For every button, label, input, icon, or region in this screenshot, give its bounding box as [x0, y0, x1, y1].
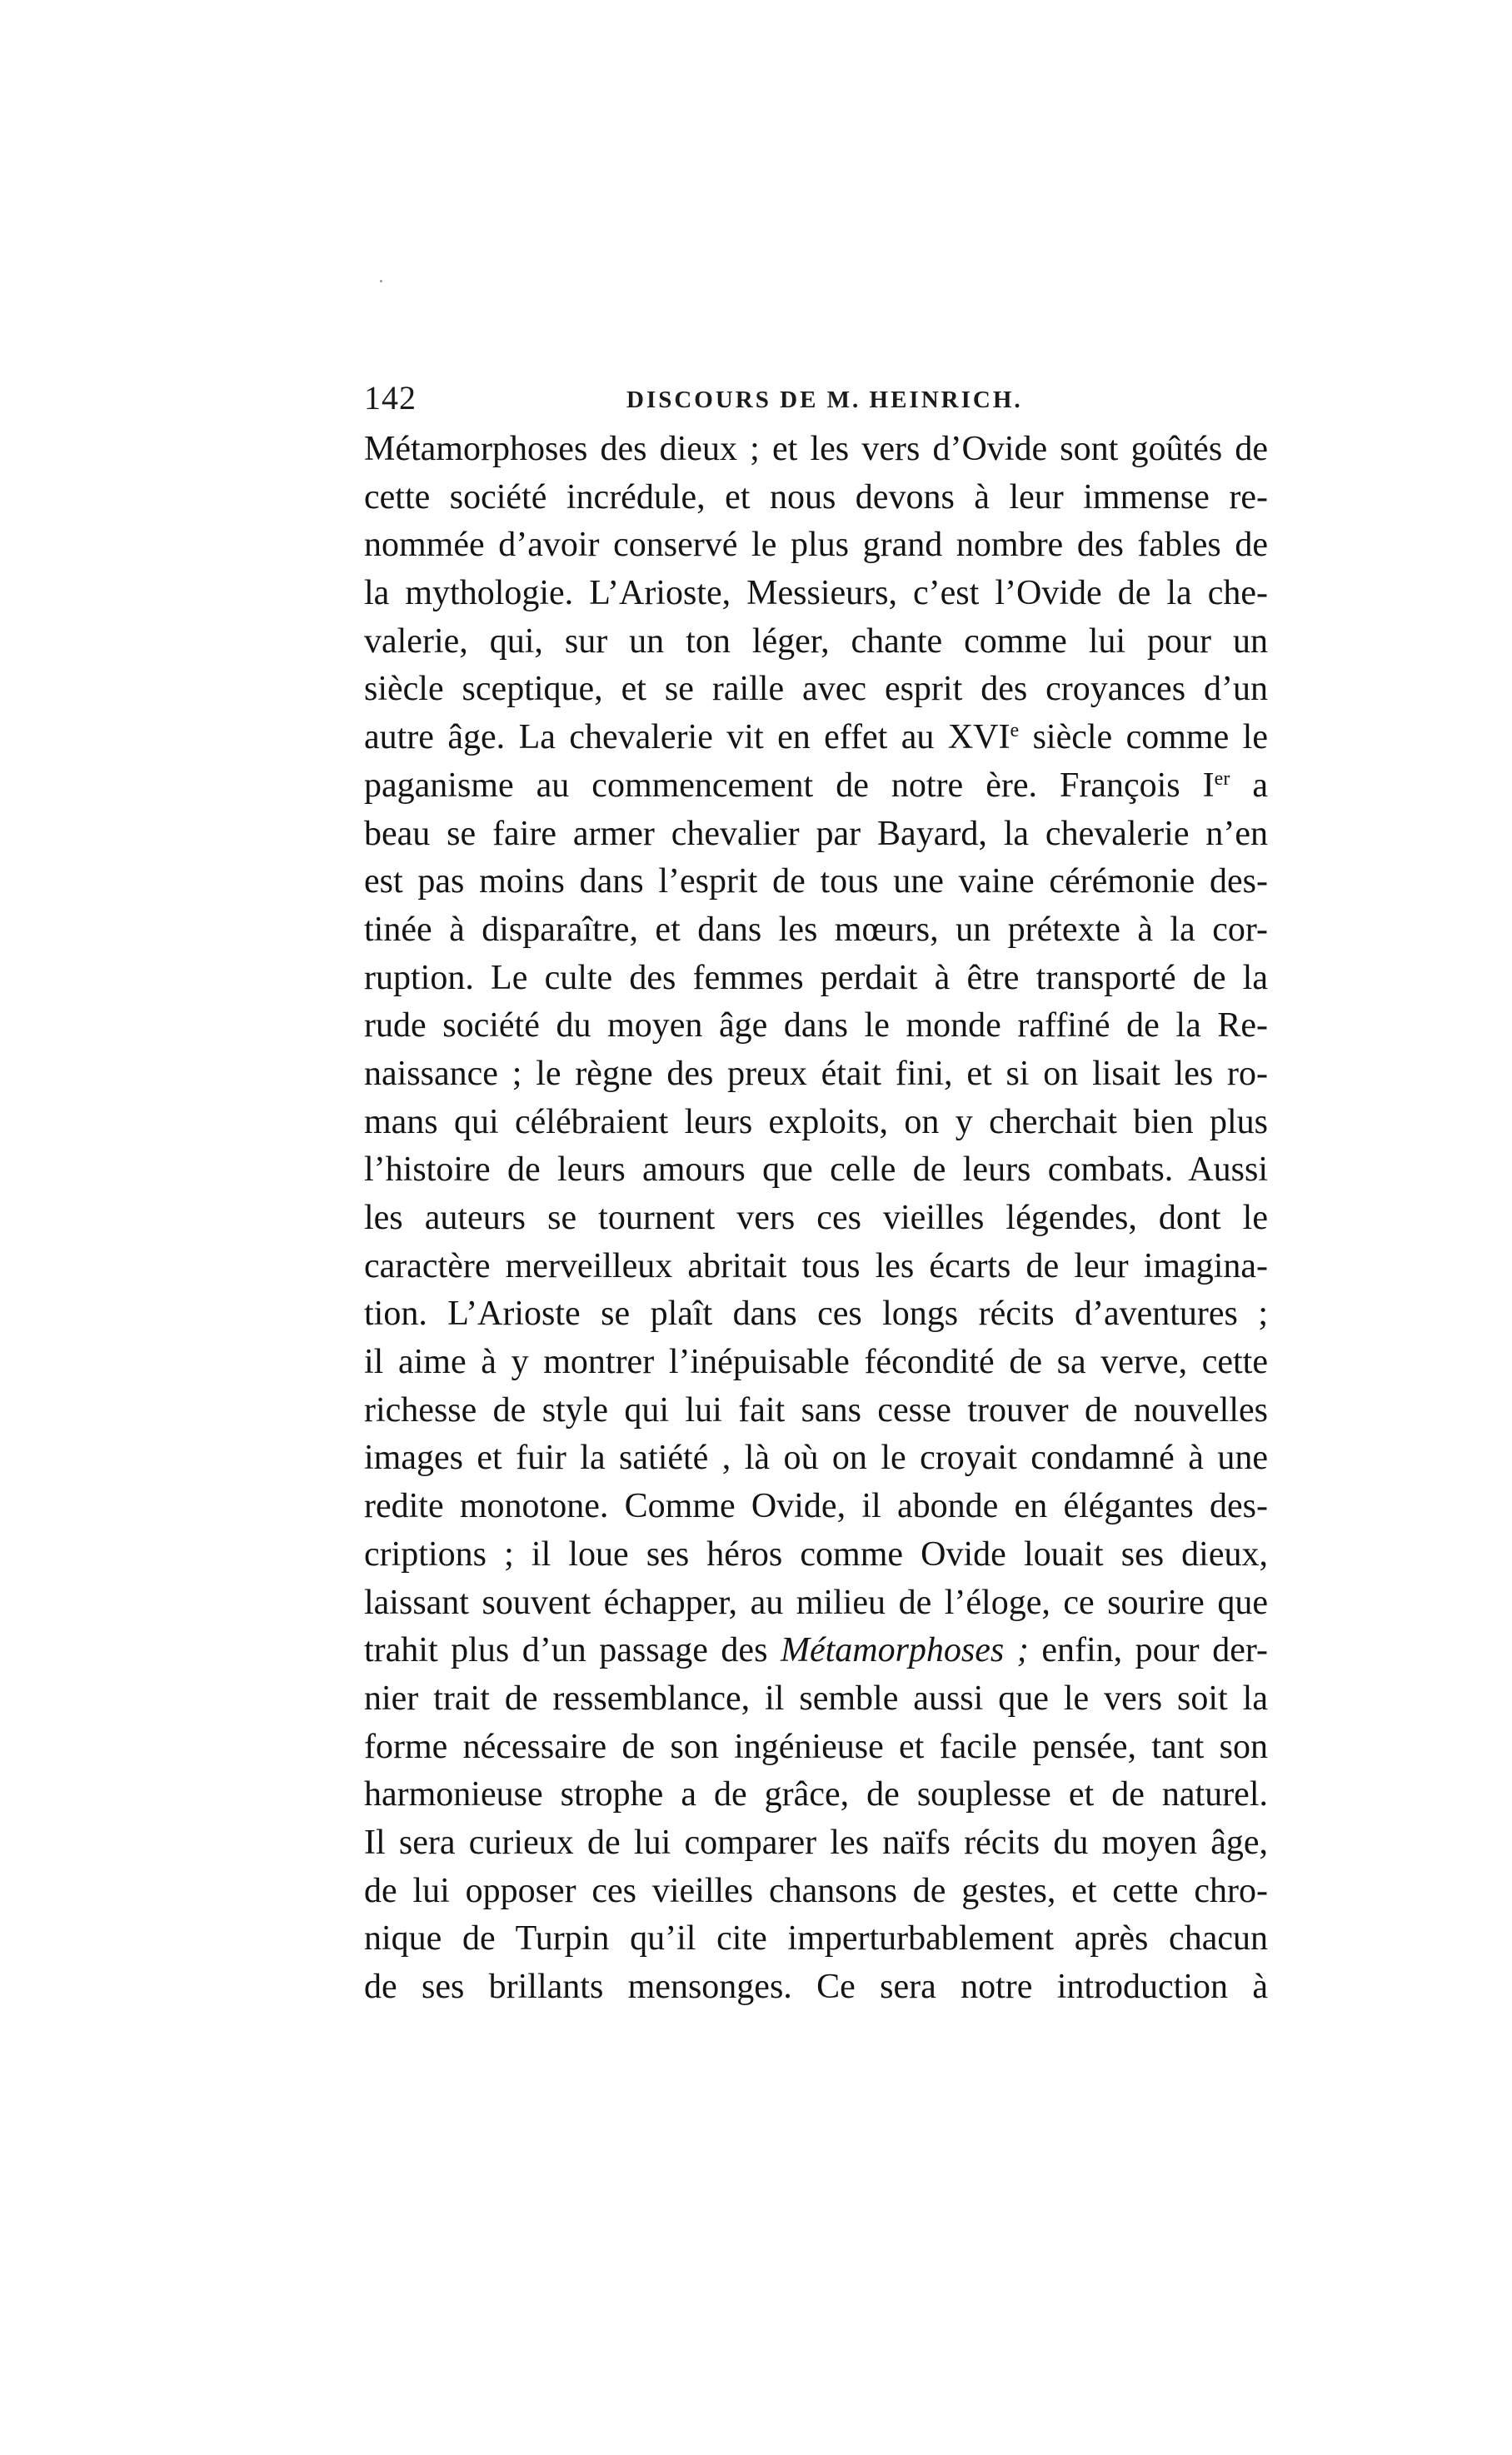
text-line: valerie, qui, sur un ton léger, chante comme lui pour un — [364, 621, 1268, 661]
text-line: tion. L’Arioste se plaît dans ces longs récits d’aventures ; — [364, 1295, 1268, 1334]
text-segment: siècle comme le — [1019, 718, 1268, 757]
text-line: redite monotone. Comme Ovide, il abonde en élégantes des- — [364, 1487, 1268, 1526]
text-line: l’histoire de leurs amours que celle de leurs combats. Aussi — [364, 1150, 1268, 1190]
text-line: nommée d’avoir conservé le plus grand nombre des fables de — [364, 526, 1268, 565]
text-line: nique de Turpin qu’il cite imperturbablement après chacun — [364, 1919, 1268, 1959]
text-line: laissant souvent échapper, au milieu de l’éloge, ce sourire que — [364, 1583, 1268, 1622]
italic-title: Métamorphoses ; — [780, 1631, 1029, 1670]
running-head: DISCOURS DE M. HEINRICH. — [626, 387, 1023, 413]
text-line: de ses brillants mensonges. Ce sera notre introduction à — [364, 1968, 1268, 2006]
text-line: harmonieuse strophe a de grâce, de souplesse et de naturel. — [364, 1775, 1268, 1814]
text-line: est pas moins dans l’esprit de tous une vaine cérémonie des- — [364, 862, 1268, 901]
text-line: les auteurs se tournent vers ces vieilles légendes, dont le — [364, 1199, 1268, 1237]
text-line — [364, 714, 1268, 762]
text-segment: enfin, pour der- — [1028, 1631, 1268, 1670]
text-line — [364, 762, 1268, 811]
text-line: images et fuir la satiété , là où on le croyait condamné à une — [364, 1439, 1268, 1478]
text-line: de lui opposer ces vieilles chansons de gestes, et cette chro- — [364, 1871, 1268, 1910]
text-line: Il sera curieux de lui comparer les naïfs récits du moyen âge, — [364, 1823, 1268, 1862]
text-segment: a — [1230, 766, 1268, 805]
text-line: nier trait de ressemblance, il semble aussi que le vers soit la — [364, 1679, 1268, 1718]
page-header — [364, 373, 1268, 423]
text-line: caractère merveilleux abritait tous les écarts de leur imagina- — [364, 1246, 1268, 1285]
text-line: criptions ; il loue ses héros comme Ovide louait ses dieux, — [364, 1534, 1268, 1574]
text-line: beau se faire armer chevalier par Bayard, la chevalerie n’en — [364, 814, 1268, 853]
text-line: tinée à disparaître, et dans les mœurs, un prétexte à la cor- — [364, 910, 1268, 949]
text-segment: trahit plus d’un passage des — [364, 1631, 781, 1670]
superscript: e — [1010, 720, 1020, 742]
text-line: forme nécessaire de son ingénieuse et facile pensée, tant son — [364, 1727, 1268, 1766]
text-line: Métamorphoses des dieux ; et les vers d’Ovide sont goûtés de — [364, 430, 1268, 468]
text-line: la mythologie. L’Arioste, Messieurs, c’est l’Ovide de la che- — [364, 574, 1268, 613]
superscript: er — [1214, 767, 1230, 790]
text-line: mans qui célébraient leurs exploits, on y cherchait bien plus — [364, 1102, 1268, 1141]
paper-speck — [380, 280, 382, 282]
text-line: il aime à y montrer l’inépuisable fécondité de sa verve, cette — [364, 1343, 1268, 1382]
text-line: richesse de style qui lui fait sans cesse trouver de nouvelles — [364, 1390, 1268, 1430]
text-line: cette société incrédule, et nous devons à leur immense re- — [364, 477, 1268, 516]
text-line: siècle sceptique, et se raille avec esprit des croyances d’un — [364, 670, 1268, 709]
page-number: 142 — [364, 379, 417, 417]
text-line: rude société du moyen âge dans le monde raffiné de la Re- — [364, 1006, 1268, 1045]
text-line — [364, 1627, 1268, 1675]
text-segment: autre âge. La chevalerie vit en effet au XVI — [364, 718, 1010, 757]
text-line: naissance ; le règne des preux était fini, et si on lisait les ro- — [364, 1054, 1268, 1093]
text-segment: paganisme au commencement de notre ère. François I — [364, 766, 1215, 805]
text-line: ruption. Le culte des femmes perdait à être transporté de la — [364, 958, 1268, 997]
body-text — [364, 426, 1268, 2012]
